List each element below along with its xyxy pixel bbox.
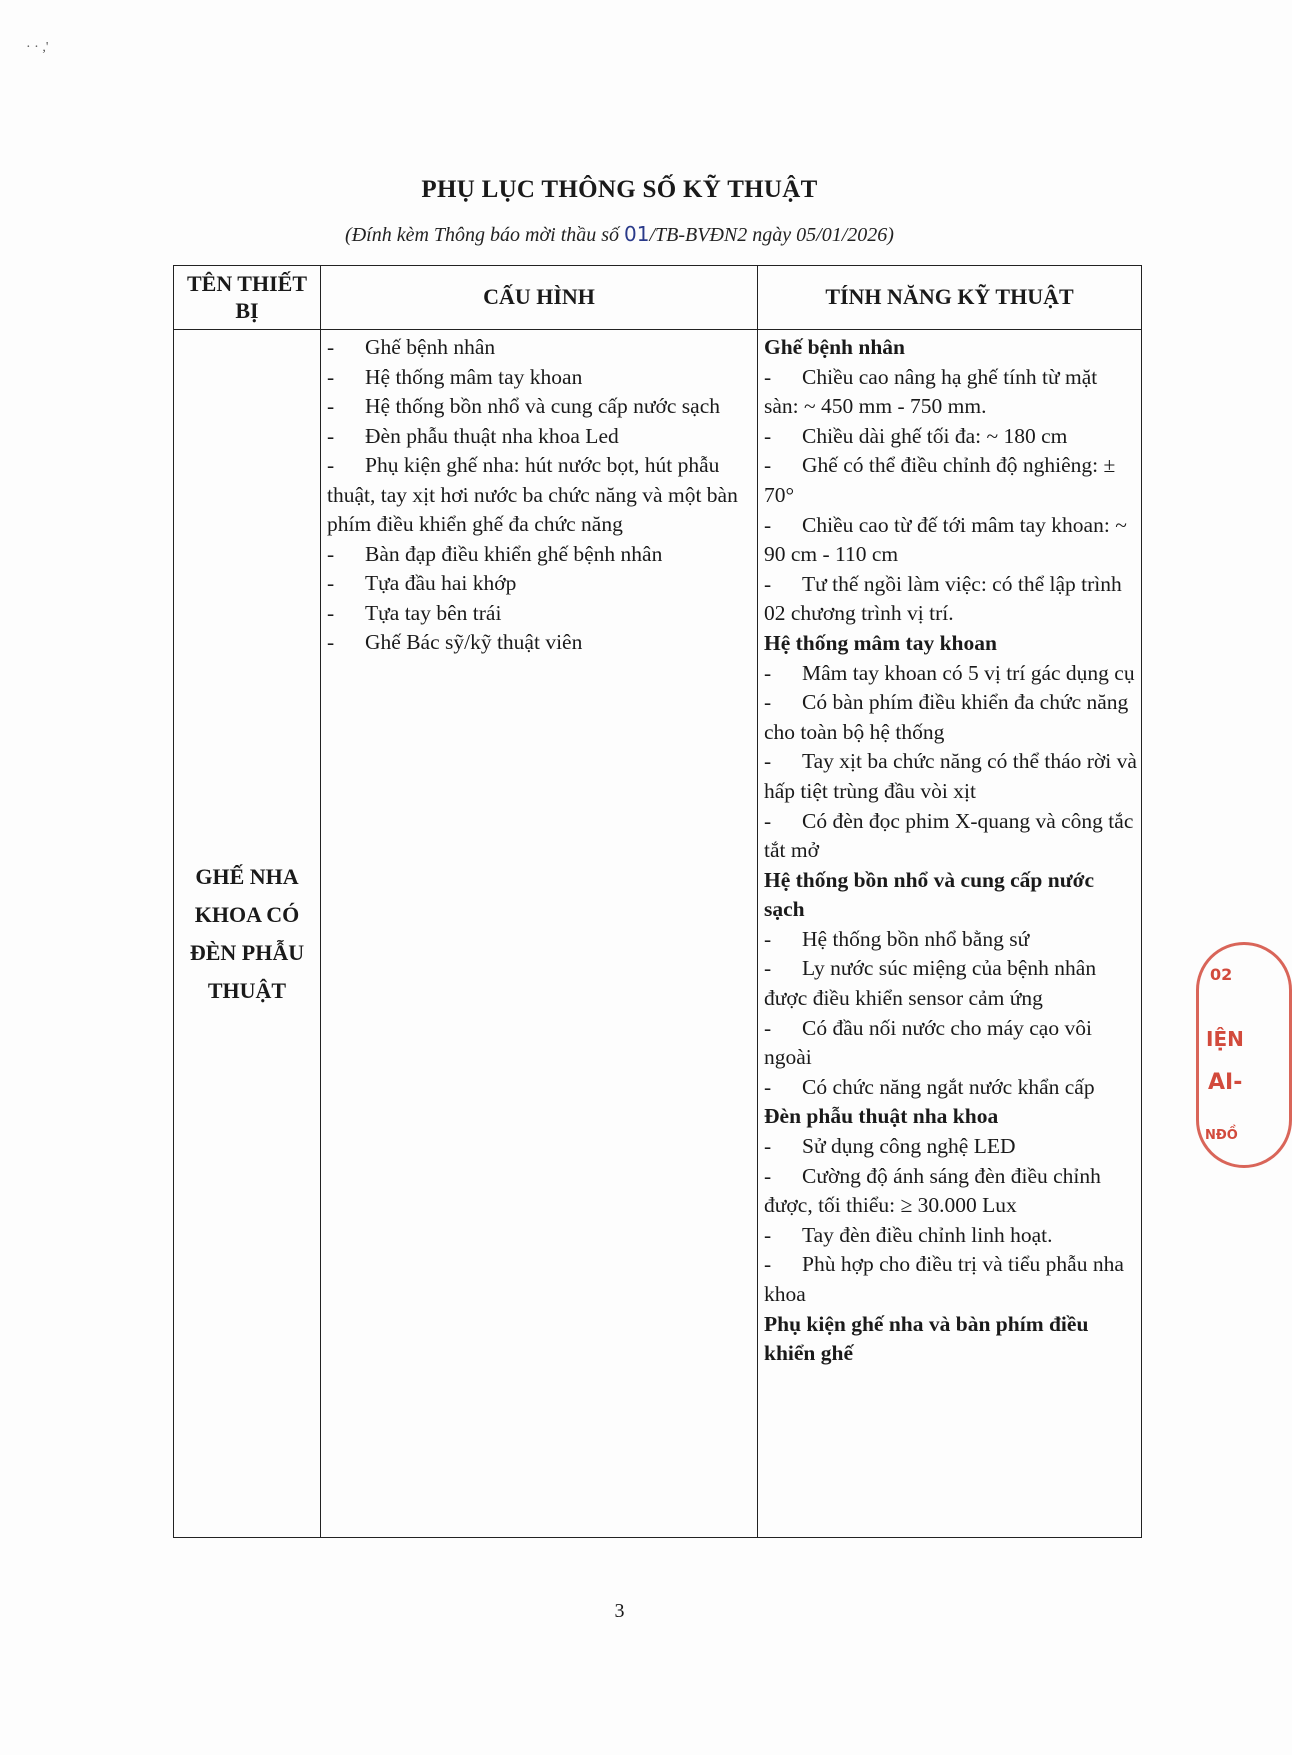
feature-item bbox=[764, 570, 1137, 629]
bullet-dash: - bbox=[764, 1222, 772, 1247]
configuration-item bbox=[327, 392, 751, 422]
feature-item-text: Hệ thống bồn nhổ bằng sứ bbox=[802, 926, 1030, 951]
bullet-dash: - bbox=[764, 1163, 772, 1188]
feature-group-heading: Hệ thống bồn nhổ và cung cấp nước sạch bbox=[764, 867, 1095, 922]
configuration-item bbox=[327, 422, 751, 452]
feature-item bbox=[764, 659, 1137, 689]
configuration-item-text: Phụ kiện ghế nha: hút nước bọt, hút phẫu thuật, tay xịt hơi nước ba chức năng và một bàn phím điều khiển ghế đa chức năng bbox=[327, 453, 738, 536]
bullet-dash: - bbox=[327, 394, 335, 418]
feature-group-heading: Hệ thống mâm tay khoan bbox=[764, 630, 997, 655]
features-cell bbox=[758, 330, 1142, 1538]
feature-item-text: Cường độ ánh sáng đèn điều chỉnh được, tối thiểu: ≥ 30.000 Lux bbox=[764, 1163, 1101, 1218]
bullet-dash: - bbox=[764, 808, 772, 833]
configuration-item-text: Tựa tay bên trái bbox=[365, 600, 502, 625]
feature-item bbox=[764, 1132, 1137, 1162]
stamp-text: IỆN bbox=[1206, 1027, 1244, 1051]
configuration-item-text: Hệ thống bồn nhổ và cung cấp nước sạch bbox=[365, 394, 720, 418]
header-technical-features: TÍNH NĂNG KỸ THUẬT bbox=[758, 266, 1142, 330]
configuration-item bbox=[327, 540, 751, 570]
feature-item-text: Có đèn đọc phim X-quang và công tắc tắt mở bbox=[764, 808, 1134, 863]
feature-item-text: Mâm tay khoan có 5 vị trí gác dụng cụ bbox=[802, 660, 1135, 685]
feature-item-text: Tay xịt ba chức năng có thể tháo rời và hấp tiệt trùng đầu vòi xịt bbox=[764, 749, 1137, 803]
page-title: PHỤ LỤC THÔNG SỐ KỸ THUẬT bbox=[421, 176, 818, 203]
configuration-item-text: Ghế Bác sỹ/kỹ thuật viên bbox=[365, 630, 583, 654]
feature-item bbox=[764, 1250, 1137, 1309]
bullet-dash: - bbox=[327, 335, 335, 359]
page-subtitle bbox=[0, 222, 1239, 247]
bullet-dash: - bbox=[764, 749, 772, 774]
bullet-dash: - bbox=[764, 1252, 772, 1277]
configuration-item bbox=[327, 569, 751, 599]
bullet-dash: - bbox=[327, 600, 335, 625]
bullet-dash: - bbox=[764, 1074, 772, 1099]
bullet-dash: - bbox=[327, 423, 335, 448]
feature-item bbox=[764, 1221, 1137, 1251]
feature-item bbox=[764, 925, 1137, 955]
feature-item-text: Tư thế ngồi làm việc: có thể lập trình 02 chương trình vị trí. bbox=[764, 571, 1122, 626]
configuration-item bbox=[327, 333, 751, 363]
scan-speck: · · ,' bbox=[26, 40, 49, 55]
feature-item bbox=[764, 422, 1137, 452]
feature-item bbox=[764, 1162, 1137, 1221]
bullet-dash: - bbox=[764, 571, 772, 596]
feature-item bbox=[764, 451, 1137, 510]
subtitle-suffix: /TB-BVĐN2 ngày 05/01/2026) bbox=[649, 224, 894, 246]
feature-item bbox=[764, 954, 1137, 1013]
stamp-text: 02 bbox=[1210, 965, 1233, 984]
feature-item-text: Tay đèn điều chỉnh linh hoạt. bbox=[802, 1222, 1053, 1247]
bullet-dash: - bbox=[327, 571, 335, 595]
bullet-dash: - bbox=[764, 1015, 772, 1040]
bullet-dash: - bbox=[764, 660, 772, 685]
bullet-dash: - bbox=[327, 630, 335, 654]
configuration-item bbox=[327, 599, 751, 629]
stamp-text: NĐỒ bbox=[1205, 1128, 1238, 1143]
feature-item bbox=[764, 747, 1137, 806]
bullet-dash: - bbox=[764, 453, 772, 478]
subtitle-prefix: (Đính kèm Thông báo mời thầu số bbox=[345, 224, 625, 246]
feature-item-text: Có chức năng ngắt nước khẩn cấp bbox=[802, 1074, 1095, 1099]
bullet-dash: - bbox=[764, 1134, 772, 1159]
configuration-item-text: Đèn phẫu thuật nha khoa Led bbox=[365, 423, 619, 448]
feature-item-text: Chiều dài ghế tối đa: ~ 180 cm bbox=[802, 423, 1068, 448]
configuration-item-text: Hệ thống mâm tay khoan bbox=[365, 364, 583, 389]
feature-item-text: Có đầu nối nước cho máy cạo vôi ngoài bbox=[764, 1015, 1092, 1070]
bullet-dash: - bbox=[764, 423, 772, 448]
feature-item-text: Có bàn phím điều khiển đa chức năng cho toàn bộ hệ thống bbox=[764, 690, 1129, 744]
bullet-dash: - bbox=[764, 956, 772, 981]
configuration-item bbox=[327, 363, 751, 393]
feature-item bbox=[764, 363, 1137, 422]
feature-group-heading: Phụ kiện ghế nha và bàn phím điều khiển ghế bbox=[764, 1311, 1089, 1366]
stamp-text: AI- bbox=[1208, 1070, 1243, 1095]
configuration-item bbox=[327, 451, 751, 540]
feature-item bbox=[764, 1014, 1137, 1073]
bullet-dash: - bbox=[764, 926, 772, 951]
bullet-dash: - bbox=[327, 364, 335, 389]
spec-table bbox=[173, 265, 1142, 1538]
bullet-dash: - bbox=[764, 364, 772, 389]
device-name-cell: GHẾ NHA KHOA CÓ ĐÈN PHẪU THUẬT bbox=[174, 330, 321, 1538]
features-list bbox=[764, 333, 1137, 1369]
notice-number: 01 bbox=[624, 222, 650, 246]
feature-item bbox=[764, 688, 1137, 747]
feature-item bbox=[764, 511, 1137, 570]
header-device-name: TÊN THIẾT BỊ bbox=[174, 266, 321, 330]
bullet-dash: - bbox=[327, 541, 335, 566]
feature-item-text: Chiều cao nâng hạ ghế tính từ mặt sàn: ~ 450 mm - 750 mm. bbox=[764, 364, 1098, 419]
feature-item-text: Phù hợp cho điều trị và tiểu phẫu nha khoa bbox=[764, 1252, 1124, 1306]
table-header-row bbox=[174, 266, 1142, 330]
configuration-item-text: Ghế bệnh nhân bbox=[365, 335, 496, 359]
feature-item-text: Sử dụng công nghệ LED bbox=[802, 1134, 1016, 1159]
configuration-list bbox=[327, 333, 751, 658]
bullet-dash: - bbox=[327, 453, 335, 477]
table-row bbox=[174, 330, 1142, 1538]
feature-item bbox=[764, 807, 1137, 866]
bullet-dash: - bbox=[764, 512, 772, 537]
configuration-cell bbox=[321, 330, 758, 1538]
feature-item-text: Chiều cao từ đế tới mâm tay khoan: ~ 90 cm - 110 cm bbox=[764, 512, 1127, 567]
bullet-dash: - bbox=[764, 690, 772, 715]
configuration-item-text: Bàn đạp điều khiển ghế bệnh nhân bbox=[365, 541, 663, 566]
feature-item bbox=[764, 1073, 1137, 1103]
feature-item-text: Ly nước súc miệng của bệnh nhân được điều khiển sensor cảm ứng bbox=[764, 956, 1097, 1011]
header-configuration: CẤU HÌNH bbox=[321, 266, 758, 330]
configuration-item bbox=[327, 628, 751, 658]
configuration-item-text: Tựa đầu hai khớp bbox=[365, 571, 517, 595]
page-number: 3 bbox=[614, 1600, 625, 1622]
feature-item-text: Ghế có thể điều chỉnh độ nghiêng: ± 70° bbox=[764, 453, 1116, 507]
feature-group-heading: Đèn phẫu thuật nha khoa bbox=[764, 1104, 999, 1129]
feature-group-heading: Ghế bệnh nhân bbox=[764, 335, 906, 359]
